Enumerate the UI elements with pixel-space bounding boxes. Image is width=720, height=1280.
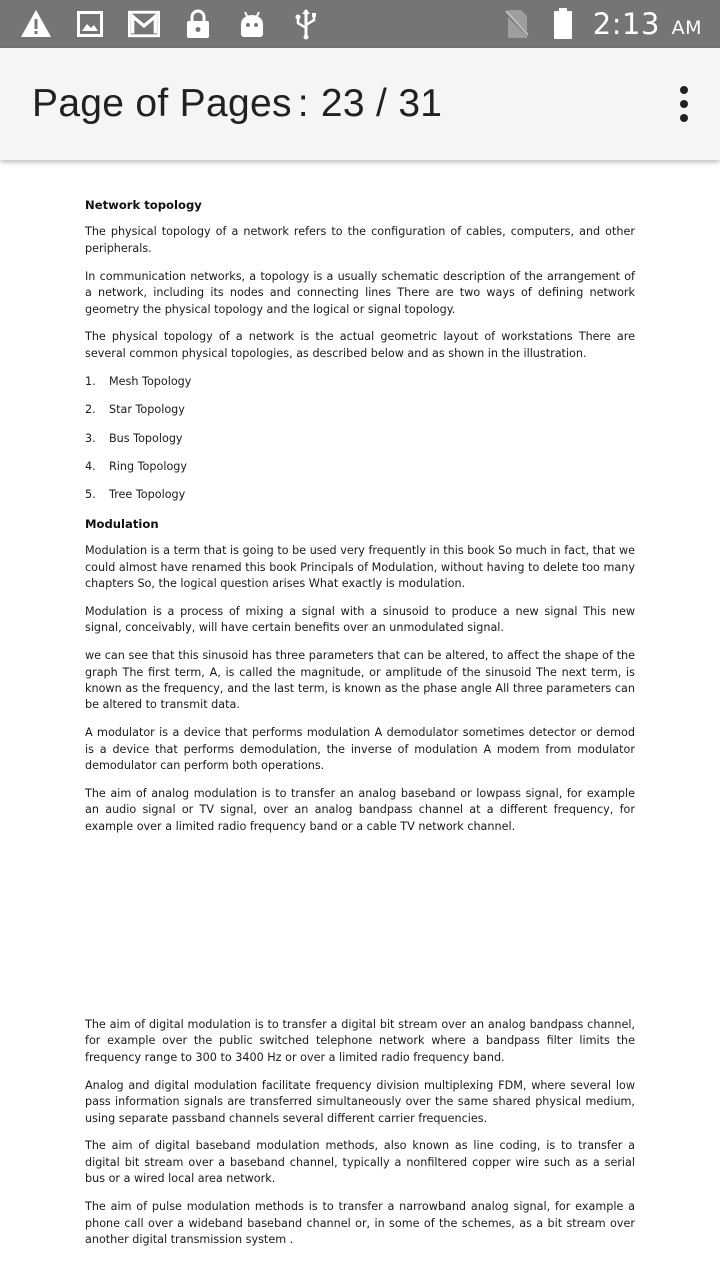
list-text: Mesh Topology bbox=[109, 374, 192, 388]
title-label: Page of Pages bbox=[32, 82, 292, 125]
list-number: 2. bbox=[85, 403, 96, 417]
paragraph: The aim of analog modulation is to transfer an analog baseband or lowpass signal, for example an audio signal or TV signal, over an analog bandpass channel at a different frequency, for example over a limited radio frequency band or a cable TV network channel. bbox=[85, 787, 635, 833]
page-slash: / bbox=[376, 82, 388, 125]
topology-list bbox=[85, 374, 635, 504]
menu-dot bbox=[680, 100, 688, 108]
paragraph: The aim of digital baseband modulation methods, also known as line coding, is to transfer a digital bit stream over a baseband channel, typically a nonfiltered copper wire such as a serial bus or a wired local area network. bbox=[85, 1139, 635, 1186]
paragraph: Analog and digital modulation facilitate frequency division multiplexing FDM, where several low pass information signals are transferred simultaneously over the same shared physical medium, using separate passband channels several different carrier frequencies. bbox=[85, 1078, 635, 1125]
current-page-number: 23 bbox=[320, 82, 365, 125]
paragraph: Modulation is a term that is going to be used very frequently in this book So much in fact, that we could almost have renamed this book Principals of Modulation, without having to delete too many chapters So, the logical question arises What exactly is modulation. bbox=[85, 544, 635, 590]
list-item bbox=[85, 402, 635, 418]
notification-icons bbox=[0, 8, 322, 40]
clock-ampm: AM bbox=[671, 17, 702, 39]
app-bar bbox=[0, 48, 720, 160]
lock-icon bbox=[182, 8, 214, 40]
battery-icon bbox=[547, 8, 579, 40]
android-icon bbox=[236, 8, 268, 40]
paragraph: The aim of digital modulation is to transfer a digital bit stream over an analog bandpass channel, for example over the public switched telephone network where a bandpass filter limits the frequency range to 300 to 3400 Hz or over a limited radio frequency band. bbox=[85, 1018, 635, 1064]
list-number: 1. bbox=[85, 374, 96, 388]
list-text: Bus Topology bbox=[109, 431, 183, 445]
page-title bbox=[32, 82, 442, 126]
list-number: 4. bbox=[85, 459, 96, 473]
list-item bbox=[85, 431, 635, 447]
paragraph: The physical topology of a network refers to the configuration of cables, computers, and other peripherals. bbox=[85, 225, 635, 255]
list-item bbox=[85, 487, 635, 503]
menu-dot bbox=[680, 86, 688, 94]
no-sim-icon bbox=[501, 8, 533, 40]
list-text: Tree Topology bbox=[109, 488, 186, 502]
list-item bbox=[85, 459, 635, 475]
title-separator: : bbox=[297, 82, 309, 125]
clock-time: 2:13 bbox=[592, 7, 660, 41]
list-item bbox=[85, 374, 635, 390]
paragraph: In communication networks, a topology is a usually schematic description of the arrangement of a network, including its nodes and connecting lines There are two ways of defining network geometry the physical topology and the logical or signal topology. bbox=[85, 269, 635, 316]
section-heading-modulation: Modulation bbox=[85, 516, 159, 531]
system-icons bbox=[501, 7, 720, 41]
warning-icon bbox=[20, 8, 52, 40]
document-text-block-top bbox=[85, 197, 635, 847]
menu-dot bbox=[680, 114, 688, 122]
paragraph: A modulator is a device that performs modulation A demodulator sometimes detector or demod is a device that performs demodulation, the inverse of modulation A modem from modulator demodulator can perform both operations. bbox=[85, 726, 635, 773]
total-page-number: 31 bbox=[398, 82, 443, 125]
image-icon bbox=[74, 8, 106, 40]
document-page[interactable] bbox=[0, 160, 720, 1280]
list-text: Star Topology bbox=[109, 403, 185, 417]
section-heading-network-topology: Network topology bbox=[85, 198, 202, 212]
paragraph: Modulation is a process of mixing a signal with a sinusoid to produce a new signal This new signal, conceivably, will have certain benefits over an unmodulated signal. bbox=[85, 604, 635, 635]
gmail-icon bbox=[128, 8, 160, 40]
paragraph: The aim of pulse modulation methods is to transfer a narrowband analog signal, for example a phone call over a wideband baseband channel or, in some of the schemes, as a bit stream over another digital transmission system . bbox=[85, 1200, 635, 1246]
paragraph: The physical topology of a network is the actual geometric layout of workstations There are several common physical topologies, as described below and as shown in the illustration. bbox=[85, 330, 635, 360]
list-text: Ring Topology bbox=[109, 459, 188, 473]
more-vert-icon[interactable] bbox=[676, 86, 692, 122]
status-bar bbox=[0, 0, 720, 48]
paragraph: we can see that this sinusoid has three parameters that can be altered, to affect the shape of the graph The first term, A, is called the magnitude, or amplitude of the sinusoid The next term, is known as the frequency, and the last term, is known as the phase angle All three parameters can be altered to transmit data. bbox=[85, 649, 635, 712]
clock bbox=[593, 7, 702, 41]
document-text-block-bottom bbox=[85, 1017, 635, 1260]
usb-icon bbox=[290, 8, 322, 40]
list-number: 5. bbox=[85, 488, 96, 502]
list-number: 3. bbox=[85, 431, 96, 445]
